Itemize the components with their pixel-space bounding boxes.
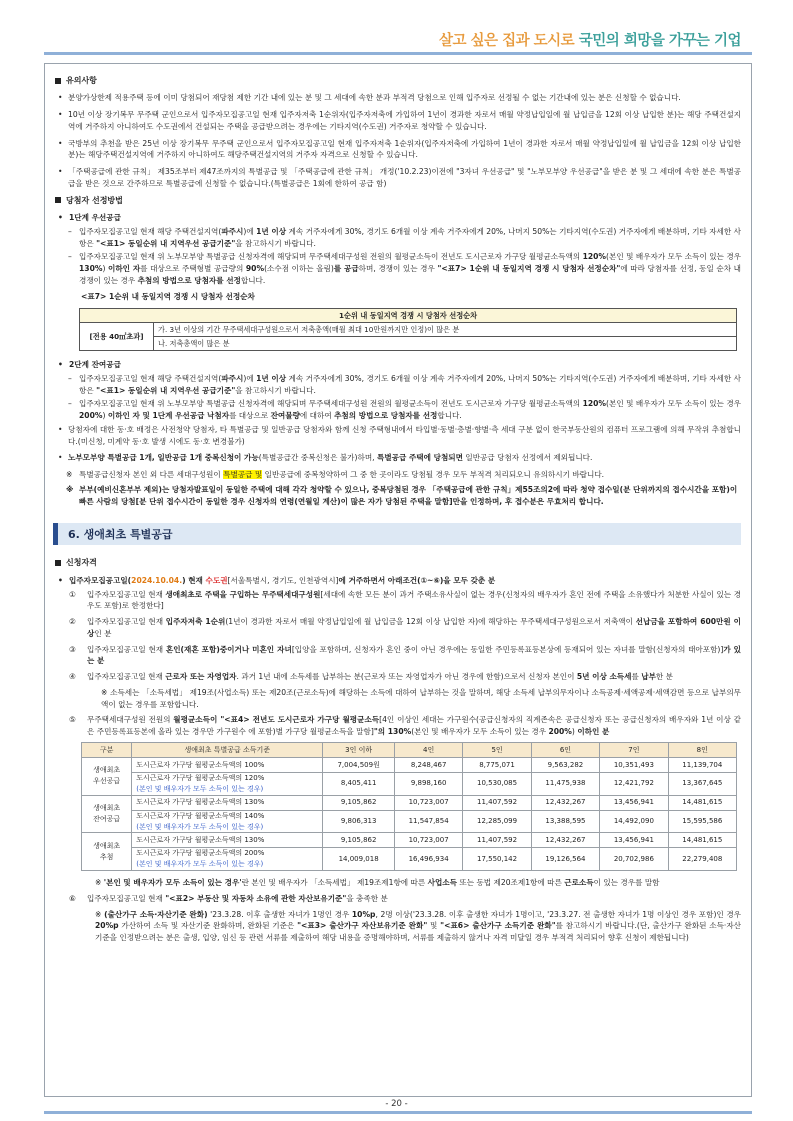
income-table-header: 5인: [463, 742, 531, 757]
footer-divider: [44, 1111, 752, 1114]
income-table-cell: 8,248,467: [394, 757, 462, 772]
condition-1: ① 입주자모집공고일 현재 생애최초로 주택을 구입하는 무주택세대구성원[세대에 속한 모든 분이 과거 주택소유사실이 없는 경우(신청자의 배우자가 혼인 전에 주택을 소유했다가 처분한 사실이 있는 경우도 포함)로 한정한다]: [69, 589, 741, 611]
income-table-cell: 12,432,267: [531, 795, 599, 810]
caution-item: • 국방부의 추천을 받은 25년 이상 장기복무 무주택 군인으로서 입주자모집공고일 현재 입주자저축 1순위자(입주자저축에 가입하여 1년이 경과한 자로서 매월 약정납입일에 월 납입금을 12회 이상 납입한 분)는 해당주택건설지역에 거주하지 아니하여도 해당주택건설지역의 거주자 자격으로 신청할 수 있습니다.: [55, 138, 741, 162]
table7-header: 1순위 내 동일지역 경쟁 시 당첨자 선정순차: [80, 308, 737, 322]
condition-3: ③ 입주자모집공고일 현재 혼인(재혼 포함)중이거나 미혼인 자녀[입양을 포함하며, 신청자가 혼인 중이 아닌 경우에는 동일한 주민등록표등본상에 등재되어 있는 자녀를 말함(신청자의 태아포함)]가 있는 분: [69, 644, 741, 666]
header-divider: [44, 52, 752, 55]
income-tax-note: ※ 소득세는 「소득세법」 제19조(사업소득) 또는 제20조(근로소득)에 해당하는 소득에 대하여 납부하는 것을 말하며, 해당 소득세 납부의무자이나 소득공제·세액공제·세액감면 등으로 납부의무액이 없는 경우를 포함합니다.: [101, 687, 741, 709]
income-table-row: [82, 810, 737, 833]
assignment-note: • 당첨자에 대한 동·호 배정은 사전청약 당첨자, 타 특별공급 및 일반공급 당첨자와 함께 신청 주택형내에서 타입별·동별·층별·향별·측 세대 구분 없이 한국부동산원의 컴퓨터 프로그램에 의해 무작위 추첨합니다.(미신청, 미계약 동·호 발생 시에도 동·호 변경불가): [55, 424, 741, 448]
table7-criterion: 나. 저축총액이 많은 분: [154, 336, 737, 350]
income-table-criterion: 도시근로자 가구당 월평균소득액의 100%: [132, 757, 323, 772]
income-table-group: 생애최초 우선공급: [82, 757, 132, 795]
qualification-lead: • 입주자모집공고일(2024.10.04.) 현재 수도권[서울특별시, 경기도, 인천광역시]에 거주하면서 아래조건(①~⑥)을 모두 갖춘 분: [55, 575, 741, 587]
household-duplicate-note: ※ 특별공급신청자 본인 외 다른 세대구성원이 특별공급 및 일반공급에 중복청약하여 그 중 한 곳이라도 당첨될 경우 모두 부적격 처리되오니 유의하시기 바랍니다.: [66, 470, 605, 480]
square-bullet-icon: [55, 78, 61, 84]
income-table-cell: 9,898,160: [394, 772, 462, 795]
income-table-cell: 11,475,938: [531, 772, 599, 795]
stage1-heading: • 1단계 우선공급: [55, 212, 741, 224]
income-table-cell: 8,775,071: [463, 757, 531, 772]
income-table-row: [82, 757, 737, 772]
income-table-criterion: 도시근로자 가구당 월평균소득액의 200% (본인 및 배우자가 모두 소득이 있는 경우): [132, 848, 323, 871]
income-table-header: 생애최초 특별공급 소득기준: [132, 742, 323, 757]
income-table-group: 생애최초 잔여공급: [82, 795, 132, 833]
birth-household-relief-note: ※ (출산가구 소득·자산기준 완화) '23.3.28. 이후 출생한 자녀가 1명인 경우 10%p, 2명 이상('23.3.28. 이후 출생한 자녀가 1명이고, '23.3.27. 전 출생한 자녀가 1명 이상인 경우 포함)인 경우 20%p 가산하여 소득 및 자산기준 완화하며, 완화된 기준은 "<표3> 출산가구 자산보유기준 완화" 및 "<표6> 출산가구 소득기준 완화"를 참고하시기 바랍니다.(단, 출산가구 완화된 소득·자산기준을 인정받으려는 분은 출생, 입양, 임신 등 관련 서류를 제출하여 해당 내용을 증명해야하며, 서류를 제출하지 않거나 자격 미달일 경우 부적격 처리되어 향후 신청이 제한됩니다): [95, 909, 741, 943]
income-table-criterion: 도시근로자 가구당 월평균소득액의 120% (본인 및 배우자가 모두 소득이 있는 경우): [132, 772, 323, 795]
income-table-cell: 14,481,615: [668, 833, 736, 848]
slogan-part-2: 국민의 희망을 가꾸는 기업: [578, 33, 741, 49]
income-table-cell: 15,595,586: [668, 810, 736, 833]
caution-item: • 「주택공급에 관한 규칙」 제35조부터 제47조까지의 특별공급 및 「주택공급에 관한 규칙」 개정('10.2.23)이전에 "3자녀 우선공급" 및 "노부모부양 우선공급"을 받은 분 및 그 세대에 속한 분은 특별공급을 받은 것으로 간주하므로 특별공급에 신청할 수 없습니다.(특별공급은 1회에 한하여 공급 함): [55, 166, 741, 190]
income-table-cell: 14,492,090: [600, 810, 668, 833]
income-table-row: [82, 848, 737, 871]
stage2-paragraph-1: – 입주자모집공고일 현재 해당 주택건설지역(파주시)에 1년 이상 계속 거주자에게 30%, 경기도 6개월 이상 계속 거주자에게 20%, 나머지 50%는 기타지역(수도권) 거주자에게 배분하며, 기타 자세한 사항은 "<표1> 동일순위 내 지역우선 공급기준"을 참고하시기 바랍니다.: [55, 373, 741, 397]
income-table-cell: 12,432,267: [531, 833, 599, 848]
stage2-paragraph-2: – 입주자모집공고일 현재 위 노부모부양 특별공급 신청자격에 해당되며 무주택세대구성원 전원의 월평균소득이 전년도 도시근로자 가구당 월평균소득액의 120%(본인 및 배우자가 모두 소득이 있는 경우 200%) 이하인 자 및 1단계 우선공급 낙첨자를 대상으로 잔여물량에 대하여 추첨의 방법으로 당첨자를 선정합니다.: [55, 398, 741, 422]
stage2-heading: • 2단계 잔여공급: [55, 359, 741, 371]
income-table-criterion: 도시근로자 가구당 월평균소득액의 130%: [132, 833, 323, 848]
income-table-cell: 13,456,941: [600, 833, 668, 848]
table7-label: <표7> 1순위 내 동일지역 경쟁 시 당첨자 선정순차: [81, 291, 255, 301]
table7: [79, 308, 737, 351]
income-table-cell: 13,367,645: [668, 772, 736, 795]
income-table-cell: 11,407,592: [463, 795, 531, 810]
stage1-paragraph-1: – 입주자모집공고일 현재 해당 주택건설지역(파주시)에 1년 이상 계속 거주자에게 30%, 경기도 6개월 이상 계속 거주자에게 20%, 나머지 50%는 기타지역(수도권) 거주자에게 배분하며, 기타 자세한 사항은 "<표1> 동일순위 내 지역우선 공급기준"을 참고하시기 바랍니다.: [55, 226, 741, 250]
income-table-row: [82, 833, 737, 848]
income-table-cell: 17,550,142: [463, 848, 531, 871]
income-table-cell: 9,105,862: [323, 795, 395, 810]
income-table-header: 구분: [82, 742, 132, 757]
dual-income-note: ※ '본인 및 배우자가 모두 소득이 있는 경우'란 본인 및 배우자가 「소득세법」 제19조제1항에 따른 사업소득 또는 동법 제20조제1항에 따른 근로소득이 있는 경우를 말함: [95, 878, 660, 888]
income-table-cell: 11,139,704: [668, 757, 736, 772]
condition-5: ⑤ 무주택세대구성원 전원의 월평균소득이 "<표4> 전년도 도시근로자 가구당 월평균소득[4인 이상인 세대는 가구원수(공급신청자의 직계존속은 공급신청자 또는 공급신청자의 배우자와 1년 이상 같은 주민등록표등본에 올라 있는 경우만 가구원수 에 포함)별 가구당 월평균소득을 말함]"의 130%(본인 및 배우자가 모두 소득이 있는 경우 200%) 이하인 분: [69, 715, 741, 737]
income-table-cell: 13,456,941: [600, 795, 668, 810]
caution-item: • 분양가상한제 적용주택 등에 이미 당첨되어 재당첨 제한 기간 내에 있는 분 및 그 세대에 속한 분과 부적격 당첨으로 인해 입주자로 선정될 수 없는 기간내에 있는 분은 신청할 수 없습니다.: [55, 92, 741, 104]
qualification-heading: 신청자격: [55, 557, 741, 569]
income-table-cell: 19,126,564: [531, 848, 599, 871]
duplicate-application-note: • 노부모부양 특별공급 1개, 일반공급 1개 중복신청이 가능(특별공급간 중복신청은 불가)하며, 특별공급 주택에 당첨되면 일반공급 당첨자 선정에서 제외됩니다.: [55, 452, 741, 464]
income-table-cell: 7,004,509원: [323, 757, 395, 772]
income-criteria-table: [81, 742, 737, 871]
header-slogan: [439, 30, 741, 52]
income-table-cell: 10,723,007: [394, 833, 462, 848]
income-table-header: 3인 이하: [323, 742, 395, 757]
content-frame: [44, 63, 752, 1097]
income-table-cell: 9,105,862: [323, 833, 395, 848]
income-table-header: 7인: [600, 742, 668, 757]
page-number: - 20 -: [385, 1099, 408, 1109]
income-table-header: 8인: [668, 742, 736, 757]
income-table-cell: 13,388,595: [531, 810, 599, 833]
income-table-cell: 14,009,018: [323, 848, 395, 871]
square-bullet-icon: [55, 197, 61, 203]
condition-6: ⑥ 입주자모집공고일 현재 "<표2> 부동산 및 자동차 소유에 관한 자산보유기준"을 충족한 분: [69, 893, 388, 903]
income-table-cell: 16,496,934: [394, 848, 462, 871]
couple-duplicate-note: ※ 부부(예비신혼부부 제외)는 당첨자발표일이 동일한 주택에 대해 각각 청약할 수 있으나, 중복당첨된 경우 「주택공급에 관한 규칙」제55조의2에 따라 청약 접수일(분 단위까지의 접수시간을 포함)이 빠른 사람의 당첨[분 단위 접수시간이 동일한 경우 신청자의 연령(연월일 계산)이 많은 자가 당첨된 주택을 말함]만을 인정하며, 후 접수분은 무효처리 합니다.: [66, 484, 738, 506]
selection-heading: 당첨자 선정방법: [55, 195, 741, 207]
income-table-cell: 8,405,411: [323, 772, 395, 795]
income-table-group: 생애최초 추첨: [82, 833, 132, 871]
income-table-row: [82, 795, 737, 810]
income-table-cell: 11,407,592: [463, 833, 531, 848]
caution-item: • 10년 이상 장기복무 무주택 군인으로서 입주자모집공고일 현재 입주자저축 1순위자(입주자저축에 가입하여 1년이 경과한 자로서 매월 약정납입일에 월 납입금을 12회 이상 납입한 분)는 해당 주택건설지역에 거주하지 아니하여도 수도권에서 건설되는 주택을 공급받으려는 경우에는 기타지역(수도권) 거주자로 청약할 수 있습니다.: [55, 109, 741, 133]
income-table-cell: 9,563,282: [531, 757, 599, 772]
income-table-cell: 22,279,408: [668, 848, 736, 871]
condition-2: ② 입주자모집공고일 현재 입주자저축 1순위(1년이 경과한 자로서 매월 약정납입일에 월 납입금을 12회 이상 납입한 자)에 해당하는 무주택세대구성원으로서 저축액이 선납금을 포함하여 600만원 이상인 분: [69, 617, 741, 638]
condition-4: ④ 입주자모집공고일 현재 근로자 또는 자영업자. 과거 1년 내에 소득세를 납부하는 분(근로자 또는 자영업자가 아닌 경우에 한함)으로서 신청자 본인이 5년 이상 소득세를 납부한 분: [69, 672, 673, 682]
income-table-cell: 14,481,615: [668, 795, 736, 810]
stage1-paragraph-2: – 입주자모집공고일 현재 위 노부모부양 특별공급 신청자격에 해당되며 무주택세대구성원 전원의 월평균소득이 전년도 도시근로자 가구당 월평균소득액의 120%(본인 및 배우자가 모두 소득이 있는 경우 130%) 이하인 자를 대상으로 주택형별 공급량의 90%(소수점 이하는 올림)를 공급하며, 경쟁이 있는 경우 "<표7> 1순위 내 동일지역 경쟁 시 당첨자 선정순차"에 따라 당첨자를 선정, 동일 순차 내 경쟁이 있는 경우 추첨의 방법으로 당첨자를 선정합니다.: [55, 251, 741, 286]
section-6-title: 6. 생애최초 특별공급: [68, 528, 173, 542]
table7-row-label: [전용 40㎡초과]: [80, 322, 154, 350]
table7-criterion: 가. 3년 이상의 기간 무주택세대구성원으로서 저축총액(매월 최대 10만원까지만 인정)이 많은 분: [154, 322, 737, 336]
income-table-cell: 12,285,099: [463, 810, 531, 833]
income-table-header: 6인: [531, 742, 599, 757]
income-table-cell: 11,547,854: [394, 810, 462, 833]
income-table-header: 4인: [394, 742, 462, 757]
section-6-banner: [53, 523, 741, 545]
income-table-criterion: 도시근로자 가구당 월평균소득액의 140% (본인 및 배우자가 모두 소득이 있는 경우): [132, 810, 323, 833]
income-table-row: [82, 772, 737, 795]
square-bullet-icon: [55, 560, 61, 566]
income-table-cell: 12,421,792: [600, 772, 668, 795]
income-table-cell: 20,702,986: [600, 848, 668, 871]
caution-heading: 유의사항: [55, 75, 741, 87]
income-table-cell: 9,806,313: [323, 810, 395, 833]
income-table-criterion: 도시근로자 가구당 월평균소득액의 130%: [132, 795, 323, 810]
slogan-part-1: 살고 싶은 집과 도시로: [438, 33, 575, 49]
income-table-cell: 10,351,493: [600, 757, 668, 772]
income-table-cell: 10,530,085: [463, 772, 531, 795]
income-table-cell: 10,723,007: [394, 795, 462, 810]
